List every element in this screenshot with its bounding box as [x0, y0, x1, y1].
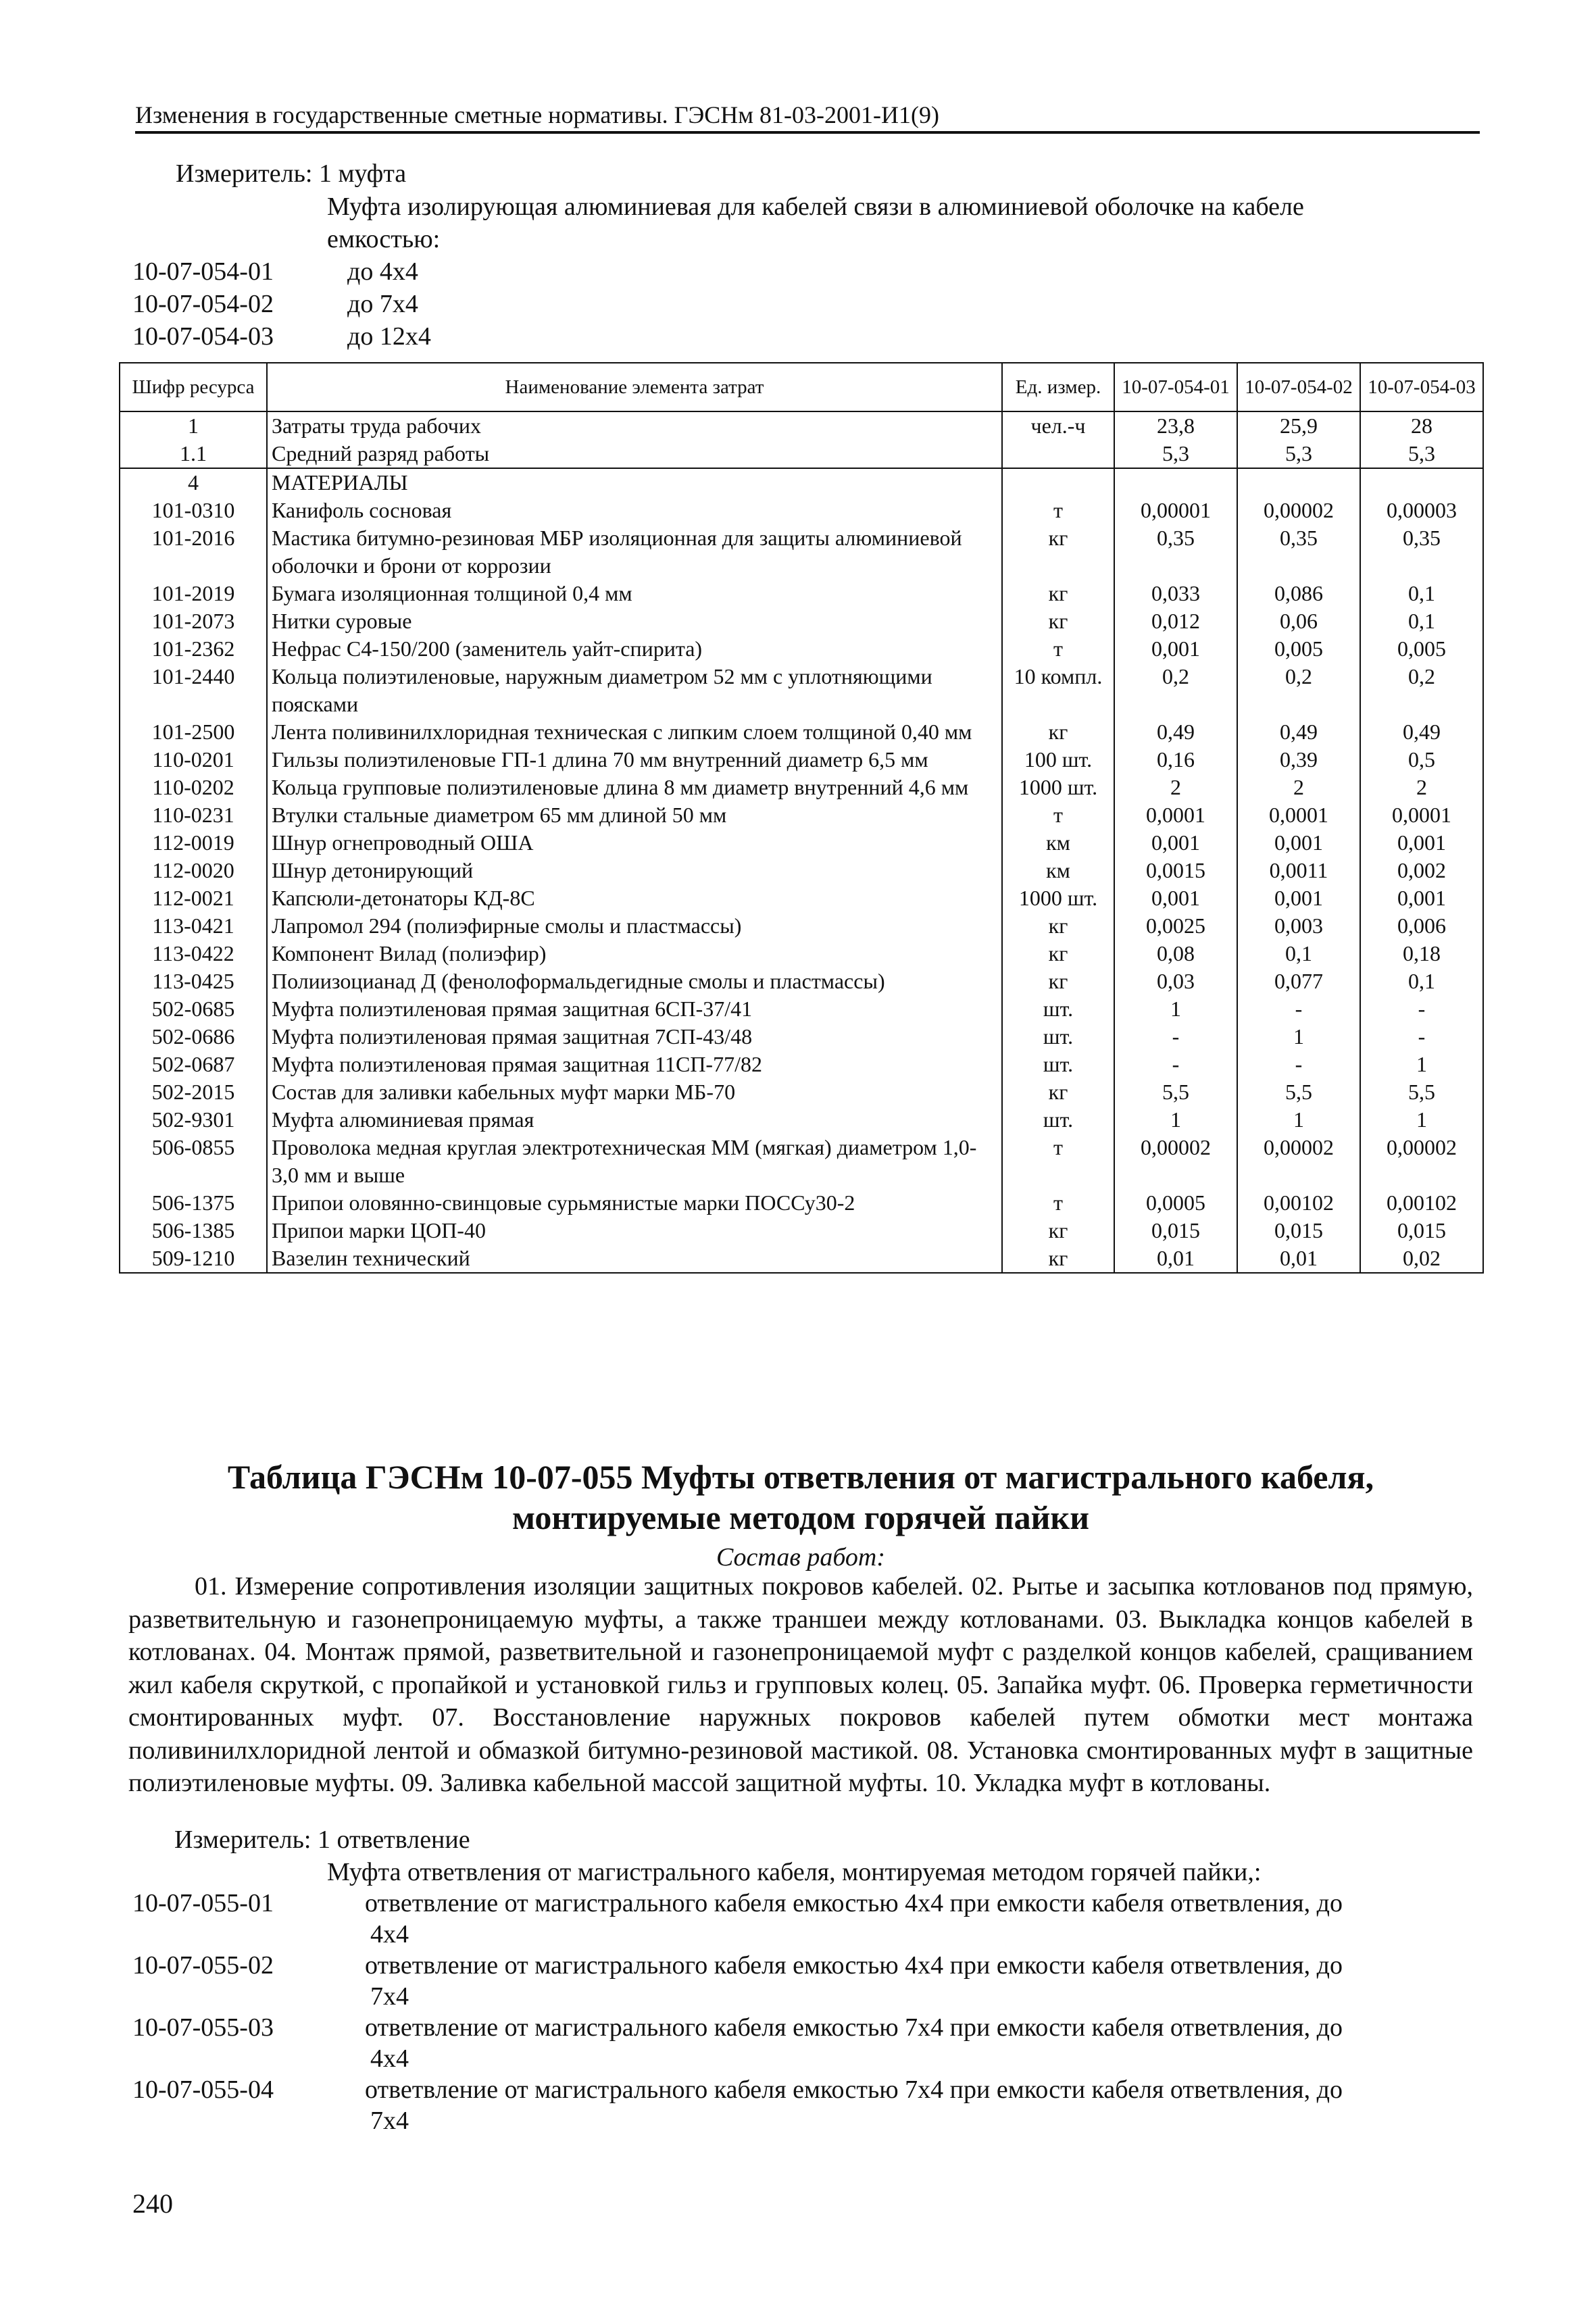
- cell-norm-02: 0,0001: [1237, 801, 1360, 829]
- cell-cost-element: Лапромол 294 (полиэфирные смолы и пластмассы): [267, 912, 1002, 940]
- cell-unit: т: [1002, 1134, 1114, 1189]
- cell-unit: кг: [1002, 1078, 1114, 1106]
- cell-cost-element: Припои марки ЦОП-40: [267, 1217, 1002, 1244]
- cell-norm-01: 0,16: [1114, 746, 1237, 774]
- cell-unit: шт.: [1002, 1023, 1114, 1051]
- norm-text: ответвление от магистрального кабеля емкостью 4x4 при емкости кабеля ответвления, до: [365, 1889, 1343, 1917]
- cell-resource-code: 506-0855: [120, 1134, 267, 1189]
- cell-unit: 1000 шт.: [1002, 884, 1114, 912]
- cell-norm-02: -: [1237, 1051, 1360, 1078]
- cell-resource-code: 110-0202: [120, 774, 267, 801]
- cell-unit: т: [1002, 635, 1114, 663]
- cell-norm-01: 1: [1114, 1106, 1237, 1134]
- meter-label: Измеритель: 1 ответвление: [174, 1826, 470, 1854]
- code-list: [132, 255, 431, 353]
- cell-norm-02: 5,3: [1237, 440, 1360, 468]
- cell-norm-01: 0,0005: [1114, 1189, 1237, 1217]
- cell-resource-code: 101-2440: [120, 663, 267, 718]
- cell-resource-code: 506-1385: [120, 1217, 267, 1244]
- table-title: [128, 1457, 1473, 1538]
- cell-resource-code: 112-0020: [120, 857, 267, 884]
- cell-norm-02: 0,1: [1237, 940, 1360, 967]
- code-row: [132, 320, 431, 353]
- cell-norm-03: 0,001: [1360, 884, 1483, 912]
- cell-norm-03: 0,1: [1360, 967, 1483, 995]
- cell-unit: шт.: [1002, 995, 1114, 1023]
- table-row: [120, 411, 1483, 440]
- norm-code: 10-07-054-02: [132, 290, 274, 318]
- table-row: [120, 497, 1483, 524]
- cell-unit: кг: [1002, 1217, 1114, 1244]
- cell-norm-02: 0,06: [1237, 607, 1360, 635]
- cell-unit: кг: [1002, 580, 1114, 607]
- norm-code: 10-07-055-03: [132, 2013, 274, 2042]
- cell-cost-element: Кольца групповые полиэтиленовые длина 8 мм диаметр внутренний 4,6 мм: [267, 774, 1002, 801]
- cell-norm-03: 0,0001: [1360, 801, 1483, 829]
- resource-table: [119, 362, 1484, 1274]
- cell-norm-03: 0,001: [1360, 829, 1483, 857]
- cell-norm-02: 2: [1237, 774, 1360, 801]
- table-row: [120, 746, 1483, 774]
- table-row: [120, 1134, 1483, 1189]
- cell-norm-01: 0,0025: [1114, 912, 1237, 940]
- header-norm-01: 10-07-054-01: [1114, 363, 1237, 411]
- cell-resource-code: 113-0422: [120, 940, 267, 967]
- page-number: 240: [132, 2188, 173, 2219]
- table-row: [120, 1078, 1483, 1106]
- cell-cost-element: Припои оловянно-свинцовые сурьмянистые марки ПОССу30-2: [267, 1189, 1002, 1217]
- norm-text: ответвление от магистрального кабеля емкостью 7x4 при емкости кабеля ответвления, до: [365, 2076, 1343, 2104]
- cell-resource-code: 101-0310: [120, 497, 267, 524]
- running-header: Изменения в государственные сметные нормативы. ГЭСНм 81-03-2001-И1(9): [135, 100, 1480, 134]
- cell-cost-element: Муфта полиэтиленовая прямая защитная 11СП-77/82: [267, 1051, 1002, 1078]
- cell-unit: шт.: [1002, 1051, 1114, 1078]
- cell-unit: кг: [1002, 967, 1114, 995]
- cell-cost-element: Средний разряд работы: [267, 440, 1002, 468]
- cell-norm-02: 25,9: [1237, 411, 1360, 440]
- cell-cost-element: Гильзы полиэтиленовые ГП-1 длина 70 мм внутренний диаметр 6,5 мм: [267, 746, 1002, 774]
- work-composition-text: 01. Измерение сопротивления изоляции защитных покровов кабелей. 02. Рытье и засыпка котлованов под прямую, разветвительную и газонепроницаемую муфты, а также траншеи между котлованами. 03. Выкладка концов кабелей в котлованах. 04. Монтаж прямой, разветвительной и газонепроницаемой муфт с разделкой концов кабелей, сращиванием жил кабеля скруткой, с пропайкой и установкой гильз и групповых колец. 05. Запайка муфт. 06. Проверка герметичности смонтированных муфт. 07. Восстановление наружных покровов кабелей путем обмотки мест монтажа поливинилхлоридной лентой и обмазкой битумно-резиновой мастикой. 08. Установка смонтированных муфт в защитные полиэтиленовые муфты. 09. Заливка кабельной массой защитной муфты. 10. Укладка муфт в котлованы.: [128, 1572, 1473, 1797]
- cell-norm-02: 0,39: [1237, 746, 1360, 774]
- cell-unit: кг: [1002, 1244, 1114, 1273]
- cell-norm-01: 23,8: [1114, 411, 1237, 440]
- cell-resource-code: 110-0231: [120, 801, 267, 829]
- table-row: [120, 440, 1483, 468]
- cell-norm-02: 0,35: [1237, 524, 1360, 580]
- cell-unit: 1000 шт.: [1002, 774, 1114, 801]
- cell-norm-02: 0,077: [1237, 967, 1360, 995]
- cell-norm-01: -: [1114, 1051, 1237, 1078]
- cell-norm-03: 5,5: [1360, 1078, 1483, 1106]
- cell-unit: чел.-ч: [1002, 411, 1114, 440]
- cell-cost-element: Затраты труда рабочих: [267, 411, 1002, 440]
- cell-resource-code: 101-2073: [120, 607, 267, 635]
- cell-norm-01: 0,001: [1114, 884, 1237, 912]
- cell-resource-code: 509-1210: [120, 1244, 267, 1273]
- cell-norm-01: 5,3: [1114, 440, 1237, 468]
- table-row: [120, 1189, 1483, 1217]
- cell-cost-element: Муфта алюминиевая прямая: [267, 1106, 1002, 1134]
- table-row: [120, 1023, 1483, 1051]
- cell-norm-03: 0,006: [1360, 912, 1483, 940]
- cell-cost-element: Шнур огнепроводный ОША: [267, 829, 1002, 857]
- cell-norm-01: 0,49: [1114, 718, 1237, 746]
- cell-norm-02: 0,001: [1237, 884, 1360, 912]
- table-row: [120, 580, 1483, 607]
- table-row: [120, 884, 1483, 912]
- cell-norm-03: 0,49: [1360, 718, 1483, 746]
- cell-unit: [1002, 468, 1114, 497]
- table-row: [120, 857, 1483, 884]
- cell-cost-element: Бумага изоляционная толщиной 0,4 мм: [267, 580, 1002, 607]
- cell-cost-element: МАТЕРИАЛЫ: [267, 468, 1002, 497]
- norm-code: 10-07-055-02: [132, 1951, 274, 1980]
- cell-cost-element: Проволока медная круглая электротехническая ММ (мягкая) диаметром 1,0-3,0 мм и выше: [267, 1134, 1002, 1189]
- cell-norm-01: 0,033: [1114, 580, 1237, 607]
- cell-norm-01: 1: [1114, 995, 1237, 1023]
- cell-resource-code: 112-0019: [120, 829, 267, 857]
- cell-resource-code: 110-0201: [120, 746, 267, 774]
- cell-norm-02: 0,00102: [1237, 1189, 1360, 1217]
- table-row: [120, 829, 1483, 857]
- cell-cost-element: Компонент Вилад (полиэфир): [267, 940, 1002, 967]
- cell-cost-element: Шнур детонирующий: [267, 857, 1002, 884]
- cell-norm-03: 1: [1360, 1106, 1483, 1134]
- table-row: [120, 1051, 1483, 1078]
- cell-norm-03: 0,1: [1360, 607, 1483, 635]
- cell-resource-code: 101-2016: [120, 524, 267, 580]
- cell-cost-element: Капсюли-детонаторы КД-8С: [267, 884, 1002, 912]
- cell-cost-element: Нефрас С4-150/200 (заменитель уайт-спирита): [267, 635, 1002, 663]
- cell-norm-02: 0,01: [1237, 1244, 1360, 1273]
- norm-text-tail: 7x4: [370, 2107, 409, 2135]
- table-row: [120, 468, 1483, 497]
- cell-norm-03: 0,35: [1360, 524, 1483, 580]
- cell-cost-element: Кольца полиэтиленовые, наружным диаметром 52 мм с уплотняющими поясками: [267, 663, 1002, 718]
- table-row: [120, 607, 1483, 635]
- cell-norm-01: 0,012: [1114, 607, 1237, 635]
- cell-norm-01: -: [1114, 1023, 1237, 1051]
- cell-resource-code: 502-2015: [120, 1078, 267, 1106]
- item-description: Муфта изолирующая алюминиевая для кабелей связи в алюминиевой оболочке на кабеле емкостью:: [327, 193, 1304, 253]
- cell-cost-element: Муфта полиэтиленовая прямая защитная 6СП-37/41: [267, 995, 1002, 1023]
- cell-norm-02: [1237, 468, 1360, 497]
- cell-unit: кг: [1002, 524, 1114, 580]
- cell-norm-01: 2: [1114, 774, 1237, 801]
- cell-norm-03: 28: [1360, 411, 1483, 440]
- table-row: [120, 663, 1483, 718]
- cell-norm-01: 0,35: [1114, 524, 1237, 580]
- cell-norm-01: 0,00002: [1114, 1134, 1237, 1189]
- cell-norm-01: 0,03: [1114, 967, 1237, 995]
- cell-norm-03: 0,5: [1360, 746, 1483, 774]
- cell-unit: шт.: [1002, 1106, 1114, 1134]
- cell-cost-element: Нитки суровые: [267, 607, 1002, 635]
- cell-norm-02: 1: [1237, 1106, 1360, 1134]
- cell-norm-03: 2: [1360, 774, 1483, 801]
- meter-label: Измеритель: 1 муфта: [176, 159, 407, 188]
- norm-label: до 7x4: [347, 290, 418, 318]
- cell-resource-code: 502-0687: [120, 1051, 267, 1078]
- cell-resource-code: 1.1: [120, 440, 267, 468]
- norm-code: 10-07-054-03: [132, 322, 274, 351]
- cell-norm-02: 0,00002: [1237, 1134, 1360, 1189]
- cell-unit: 10 компл.: [1002, 663, 1114, 718]
- norm-text: ответвление от магистрального кабеля емкостью 4x4 при емкости кабеля ответвления, до: [365, 1951, 1343, 1980]
- table-row: [120, 912, 1483, 940]
- cell-unit: кг: [1002, 940, 1114, 967]
- cell-norm-03: 0,2: [1360, 663, 1483, 718]
- cell-resource-code: 101-2500: [120, 718, 267, 746]
- cell-norm-01: 0,001: [1114, 635, 1237, 663]
- code-row: [132, 255, 431, 288]
- table-row: [120, 774, 1483, 801]
- norm-label: до 12x4: [347, 322, 431, 351]
- table-row: [120, 635, 1483, 663]
- cell-norm-02: 0,00002: [1237, 497, 1360, 524]
- cell-norm-02: 0,005: [1237, 635, 1360, 663]
- cell-norm-01: 0,00001: [1114, 497, 1237, 524]
- cell-norm-03: 0,002: [1360, 857, 1483, 884]
- cell-norm-02: 0,015: [1237, 1217, 1360, 1244]
- cell-norm-02: 0,003: [1237, 912, 1360, 940]
- cell-norm-01: 0,0015: [1114, 857, 1237, 884]
- norm-code: 10-07-054-01: [132, 257, 274, 286]
- cell-norm-01: 0,0001: [1114, 801, 1237, 829]
- cell-norm-01: 0,08: [1114, 940, 1237, 967]
- table-row: [120, 967, 1483, 995]
- cell-norm-02: 1: [1237, 1023, 1360, 1051]
- table-body: [120, 411, 1483, 1273]
- cell-resource-code: 502-9301: [120, 1106, 267, 1134]
- cell-norm-01: 0,001: [1114, 829, 1237, 857]
- cell-unit: кг: [1002, 718, 1114, 746]
- cell-norm-03: 0,015: [1360, 1217, 1483, 1244]
- header-norm-03: 10-07-054-03: [1360, 363, 1483, 411]
- cell-unit: кг: [1002, 607, 1114, 635]
- table-row: [120, 940, 1483, 967]
- cell-norm-03: 0,005: [1360, 635, 1483, 663]
- cell-norm-03: 0,00102: [1360, 1189, 1483, 1217]
- table-header-row: [120, 363, 1483, 411]
- table-row: [120, 1106, 1483, 1134]
- table-title-line: Таблица ГЭСНм 10-07-055 Муфты ответвления от магистрального кабеля,: [227, 1458, 1374, 1496]
- work-composition-heading: Состав работ:: [716, 1543, 886, 1571]
- cell-norm-03: -: [1360, 1023, 1483, 1051]
- cell-cost-element: Полиизоцианад Д (фенолоформальдегидные смолы и пластмассы): [267, 967, 1002, 995]
- norm-label: до 4x4: [347, 257, 418, 286]
- cell-norm-02: 0,0011: [1237, 857, 1360, 884]
- cell-norm-03: 0,00003: [1360, 497, 1483, 524]
- table-row: [120, 524, 1483, 580]
- norm-text-tail: 7x4: [370, 1982, 409, 2011]
- header-resource-code: Шифр ресурса: [120, 363, 267, 411]
- cell-unit: т: [1002, 801, 1114, 829]
- cell-norm-03: 0,02: [1360, 1244, 1483, 1273]
- cell-cost-element: Канифоль сосновая: [267, 497, 1002, 524]
- cell-norm-03: 0,00002: [1360, 1134, 1483, 1189]
- cell-cost-element: Втулки стальные диаметром 65 мм длиной 50 мм: [267, 801, 1002, 829]
- cell-resource-code: 502-0685: [120, 995, 267, 1023]
- cell-norm-02: 0,49: [1237, 718, 1360, 746]
- cell-norm-02: -: [1237, 995, 1360, 1023]
- cell-norm-03: 5,3: [1360, 440, 1483, 468]
- cell-norm-01: 0,2: [1114, 663, 1237, 718]
- table-row: [120, 801, 1483, 829]
- cell-norm-01: [1114, 468, 1237, 497]
- table-row: [120, 995, 1483, 1023]
- header-cost-element: Наименование элемента затрат: [267, 363, 1002, 411]
- cell-norm-01: 0,015: [1114, 1217, 1237, 1244]
- norm-text: ответвление от магистрального кабеля емкостью 7x4 при емкости кабеля ответвления, до: [365, 2013, 1343, 2042]
- cell-resource-code: 502-0686: [120, 1023, 267, 1051]
- cell-norm-01: 5,5: [1114, 1078, 1237, 1106]
- cell-resource-code: 112-0021: [120, 884, 267, 912]
- cell-cost-element: Состав для заливки кабельных муфт марки МБ-70: [267, 1078, 1002, 1106]
- cell-norm-02: 5,5: [1237, 1078, 1360, 1106]
- cell-resource-code: 101-2362: [120, 635, 267, 663]
- table-row: [120, 1217, 1483, 1244]
- cell-cost-element: Лента поливинилхлоридная техническая с липким слоем толщиной 0,40 мм: [267, 718, 1002, 746]
- cell-norm-03: 1: [1360, 1051, 1483, 1078]
- cell-norm-01: 0,01: [1114, 1244, 1237, 1273]
- cell-norm-03: -: [1360, 995, 1483, 1023]
- cell-unit: км: [1002, 829, 1114, 857]
- cell-cost-element: Вазелин технический: [267, 1244, 1002, 1273]
- cell-resource-code: 506-1375: [120, 1189, 267, 1217]
- cell-cost-element: Мастика битумно-резиновая МБР изоляционная для защиты алюминиевой оболочки и брони от коррозии: [267, 524, 1002, 580]
- item-description: Муфта ответвления от магистрального кабеля, монтируемая методом горячей пайки,:: [327, 1858, 1262, 1886]
- cell-resource-code: 113-0425: [120, 967, 267, 995]
- cell-norm-02: 0,001: [1237, 829, 1360, 857]
- cell-norm-02: 0,086: [1237, 580, 1360, 607]
- cell-unit: т: [1002, 497, 1114, 524]
- cell-unit: кг: [1002, 912, 1114, 940]
- header-norm-02: 10-07-054-02: [1237, 363, 1360, 411]
- cell-unit: [1002, 440, 1114, 468]
- header-unit: Ед. измер.: [1002, 363, 1114, 411]
- cell-resource-code: 101-2019: [120, 580, 267, 607]
- cell-resource-code: 4: [120, 468, 267, 497]
- code-row: [132, 288, 431, 320]
- cell-unit: км: [1002, 857, 1114, 884]
- table-row: [120, 718, 1483, 746]
- norm-code: 10-07-055-01: [132, 1889, 274, 1917]
- norm-text-tail: 4x4: [370, 1920, 409, 1948]
- cell-norm-02: 0,2: [1237, 663, 1360, 718]
- table-title-line: монтируемые методом горячей пайки: [512, 1499, 1090, 1536]
- table-row: [120, 1244, 1483, 1273]
- cell-resource-code: 1: [120, 411, 267, 440]
- norm-code: 10-07-055-04: [132, 2076, 274, 2104]
- cell-norm-03: [1360, 468, 1483, 497]
- norm-text-tail: 4x4: [370, 2044, 409, 2073]
- cell-unit: т: [1002, 1189, 1114, 1217]
- cell-cost-element: Муфта полиэтиленовая прямая защитная 7СП-43/48: [267, 1023, 1002, 1051]
- cell-resource-code: 113-0421: [120, 912, 267, 940]
- cell-unit: 100 шт.: [1002, 746, 1114, 774]
- cell-norm-03: 0,18: [1360, 940, 1483, 967]
- cell-norm-03: 0,1: [1360, 580, 1483, 607]
